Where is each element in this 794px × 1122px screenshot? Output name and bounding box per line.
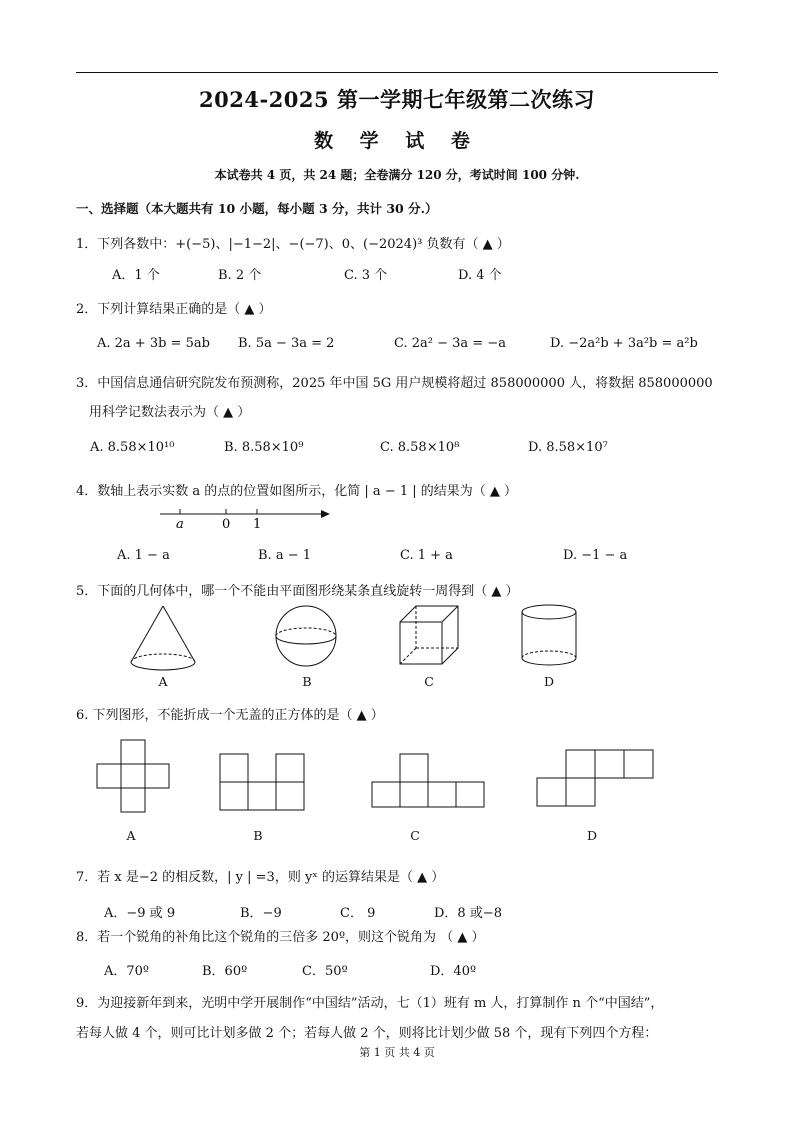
q2-option-a: A. 2a + 3b = 5ab (97, 336, 210, 351)
exam-subtitle: 数 学 试 卷 (314, 130, 480, 152)
q4-option-a: A. 1 − a (117, 548, 170, 563)
q8-option-a: A．70º (104, 964, 150, 979)
question-5-stem: 5．下面的几何体中，哪一个不能由平面图形绕某条直线旋转一周得到（ ▲ ） (76, 584, 519, 599)
cone-figure (131, 606, 195, 670)
number-line-arrow (321, 510, 330, 518)
q1-option-c: C. 3 个 (344, 268, 388, 283)
number-line-figure (0, 500, 794, 540)
q3-option-d: D. 8.58×10⁷ (528, 440, 608, 455)
q5-label-d: D (543, 674, 555, 689)
q1-option-d: D. 4 个 (458, 268, 502, 283)
q6-label-d: D (586, 828, 598, 843)
question-9-line1: 9．为迎接新年到来，光明中学开展制作“中国结”活动，七（1）班有 m 人，打算制作 n 个“中国结”， (76, 996, 664, 1011)
net-c (372, 754, 484, 807)
q5-label-c: C (424, 674, 434, 689)
sphere-figure (276, 606, 336, 666)
q5-label-a: A (158, 674, 168, 689)
q7-option-d: D．8 或−8 (434, 906, 502, 921)
question-1-stem: 1．下列各数中：+(−5)、|−1−2|、−(−7)、0、(−2024)³ 负数有（ ▲ ） (76, 237, 510, 252)
q1-option-a: A．1 个 (112, 268, 160, 283)
q4-option-b: B. a − 1 (258, 548, 311, 563)
question-2-stem: 2．下列计算结果正确的是（ ▲ ） (76, 302, 272, 317)
label-0: 0 (222, 517, 231, 532)
net-b (220, 754, 304, 810)
question-3-stem-line2: 用科学记数法表示为（ ▲ ） (89, 405, 251, 420)
q7-option-a: A．−9 或 9 (104, 906, 176, 921)
cylinder-figure (522, 605, 576, 665)
label-a: a (176, 517, 184, 532)
q4-option-c: C. 1 + a (400, 548, 453, 563)
q2-option-d: D. −2a²b + 3a²b = a²b (550, 336, 698, 351)
section-heading: 一、选择题（本大题共有 10 小题，每小题 3 分，共计 30 分.） (76, 201, 438, 216)
q1-option-b: B. 2 个 (218, 268, 262, 283)
question-7-stem: 7．若 x 是−2 的相反数，| y | =3，则 yˣ 的运算结果是（ ▲ ） (76, 870, 445, 885)
question-9-line2: 若每人做 4 个，则可比计划多做 2 个；若每人做 2 个，则将比计划少做 58 个，现有下列四个方程： (76, 1026, 658, 1041)
q7-option-c: C． 9 (340, 906, 376, 921)
q5-label-b: B (302, 674, 312, 689)
q3-option-a: A. 8.58×10¹⁰ (90, 440, 175, 455)
question-3-stem-line1: 3．中国信息通信研究院发布预测称，2025 年中国 5G 用户规模将超过 858000000 人，将数据 858000000 (76, 376, 713, 391)
q2-option-c: C. 2a² − 3a = −a (394, 336, 506, 351)
q7-option-b: B．−9 (240, 906, 282, 921)
exam-note: 本试卷共 4 页，共 24 题；全卷满分 120 分，考试时间 100 分钟. (214, 168, 580, 182)
label-1: 1 (253, 517, 262, 532)
q4-option-d: D. −1 − a (563, 548, 628, 563)
q6-label-b: B (253, 828, 263, 843)
solids-figure (0, 600, 794, 680)
net-d (537, 750, 653, 806)
q6-label-c: C (410, 828, 420, 843)
net-a (97, 740, 169, 812)
q8-option-d: D．40º (430, 964, 477, 979)
q3-option-b: B. 8.58×10⁹ (224, 440, 304, 455)
q8-option-b: B．60º (202, 964, 248, 979)
q6-label-a: A (126, 828, 136, 843)
cube-figure (400, 606, 458, 664)
top-rule (76, 72, 718, 73)
question-8-stem: 8．若一个锐角的补角比这个锐角的三倍多 20º，则这个锐角为 （ ▲ ） (76, 930, 485, 945)
q8-option-c: C．50º (302, 964, 348, 979)
question-6-stem: 6. 下列图形，不能折成一个无盖的正方体的是（ ▲ ） (76, 708, 384, 723)
q2-option-b: B. 5a − 3a = 2 (238, 336, 335, 351)
page-footer: 第 1 页 共 4 页 (359, 1046, 435, 1059)
cube-nets-figure (0, 738, 794, 818)
exam-title: 2024-2025 第一学期七年级第二次练习 (199, 87, 595, 112)
q3-option-c: C. 8.58×10⁸ (380, 440, 460, 455)
question-4-stem: 4．数轴上表示实数 a 的点的位置如图所示，化简 | a − 1 | 的结果为（ ▲ ） (76, 484, 518, 499)
